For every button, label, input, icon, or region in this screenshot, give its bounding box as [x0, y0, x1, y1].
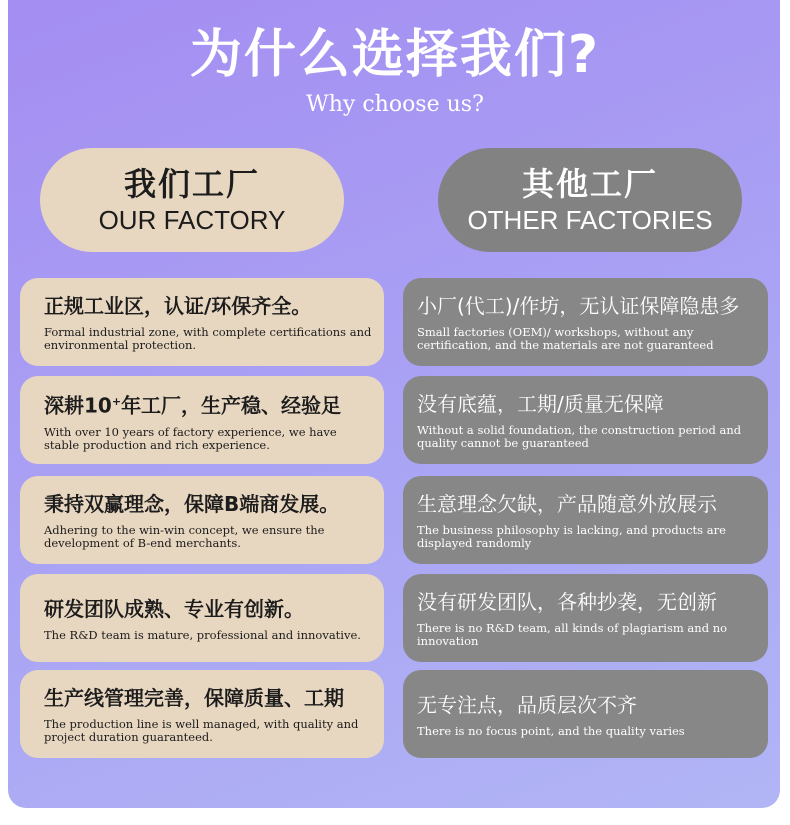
other-card-1-en: Small factories (OEM)/ workshops, without any certification, and the materials are not guaranteed: [417, 325, 714, 352]
our-card-5-en: The production line is well managed, with quality and project duration guaranteed.: [44, 717, 359, 744]
other-card-2-en: Without a solid foundation, the construction period and quality cannot be guaranteed: [417, 423, 742, 450]
other-factories-header: [438, 148, 742, 252]
our-card-5: [20, 670, 384, 758]
our-card-1-zh: 正规工业区，认证/环保齐全。: [44, 294, 312, 318]
our-card-4-zh: 研发团队成熟、专业有创新。: [44, 596, 304, 621]
our-card-2-zh-pre: 深耕10: [44, 393, 112, 418]
our-card-1: [20, 278, 384, 366]
other-card-3: [403, 476, 768, 564]
our-card-2: [20, 376, 384, 464]
our-factory-header: [40, 148, 344, 252]
our-card-1-en: Formal industrial zone, with complete certifications and environmental protection.: [44, 325, 372, 352]
our-factory-title-zh: 我们工厂: [123, 165, 260, 203]
other-card-3-en: The business philosophy is lacking, and products are displayed randomly: [417, 523, 726, 550]
other-card-5: [403, 670, 768, 758]
our-card-2-en: With over 10 years of factory experience, we have stable production and rich experience.: [44, 424, 337, 452]
other-card-1: [403, 278, 768, 366]
our-card-3-en: Adhering to the win-win concept, we ensure the development of B-end merchants.: [44, 523, 325, 550]
our-card-2-zh-sup: +: [111, 395, 122, 409]
other-card-5-en: There is no focus point, and the quality varies: [417, 723, 685, 738]
other-card-3-zh: 生意理念欠缺，产品随意外放展示: [417, 492, 717, 516]
other-card-2: [403, 376, 768, 464]
other-card-4-en: There is no R&D team, all kinds of plagiarism and no innovation: [417, 621, 728, 648]
other-factories-title-en: OTHER FACTORIES: [467, 205, 713, 235]
page-subtitle: Why choose us?: [306, 92, 484, 117]
other-factories-title-zh: 其他工厂: [521, 165, 658, 203]
our-card-3: [20, 476, 384, 564]
other-card-5-zh: 无专注点，品质层次不齐: [417, 692, 637, 717]
our-factory-title-en: OUR FACTORY: [98, 205, 286, 235]
other-card-4: [403, 574, 768, 662]
our-card-3-zh: 秉持双赢理念，保障B端商发展。: [44, 492, 340, 516]
our-card-4-en: The R&D team is mature, professional and innovative.: [44, 627, 361, 642]
other-card-1-zh: 小厂(代工)/作坊，无认证保障隐患多: [417, 294, 740, 318]
page-title: 为什么选择我们?: [189, 25, 601, 85]
our-card-2-zh-post: 年工厂，生产稳、经验足: [121, 393, 342, 418]
other-card-4-zh: 没有研发团队，各种抄袭，无创新: [417, 590, 717, 614]
other-card-2-zh: 没有底蕴，工期/质量无保障: [417, 392, 664, 416]
our-card-2-zh: [44, 388, 374, 420]
our-card-5-zh: 生产线管理完善，保障质量、工期: [44, 686, 344, 710]
our-card-4: [20, 574, 384, 662]
